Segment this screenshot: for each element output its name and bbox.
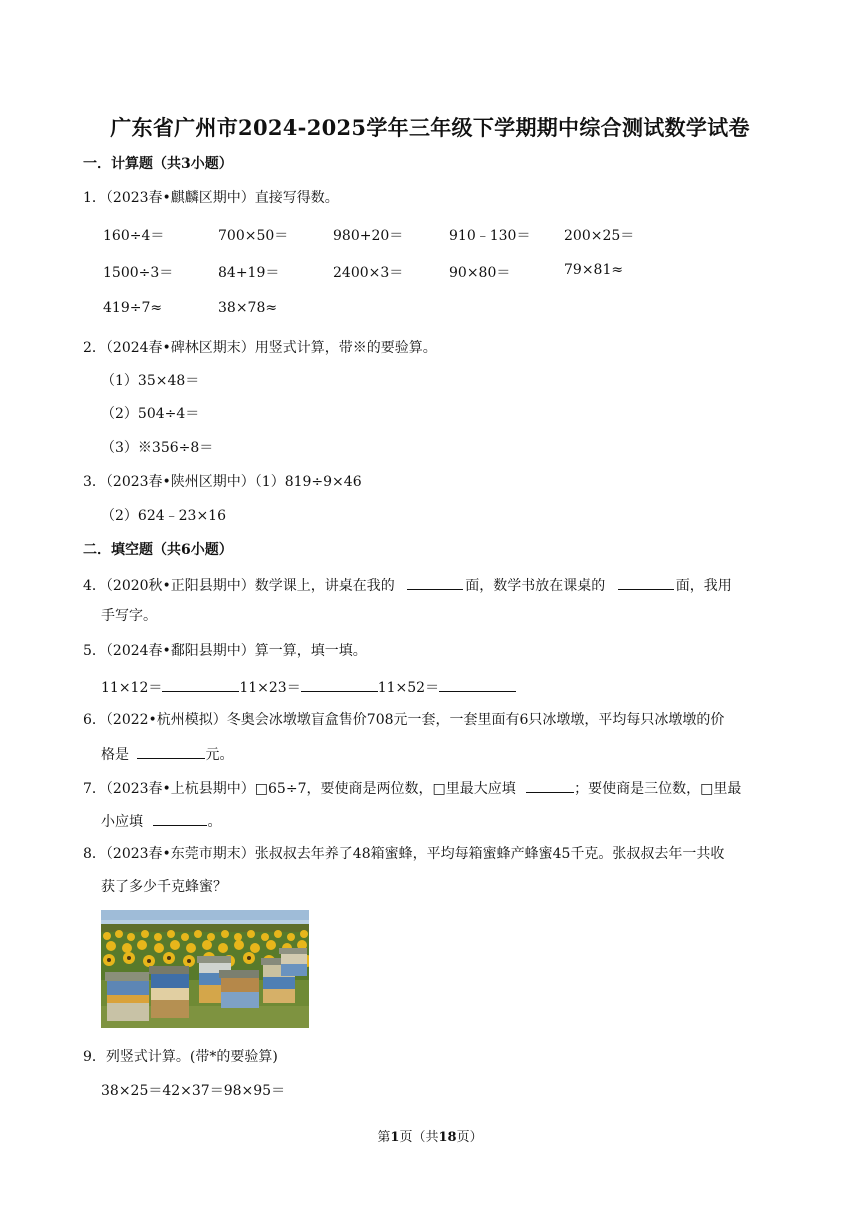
page-footer — [0, 1126, 860, 1145]
question-2-item-2: （2）504÷4＝ — [101, 406, 200, 422]
question-7-line-1 — [83, 777, 741, 799]
question-2-heading: 2．（2024春•碑林区期末）用竖式计算，带※的要验算。 — [83, 340, 437, 356]
answer-blank[interactable] — [526, 777, 574, 793]
answer-blank[interactable] — [618, 574, 674, 590]
question-9-heading: 9．列竖式计算。(带*的要验算) — [83, 1049, 278, 1065]
question-7-text-d: 。 — [207, 814, 222, 830]
question-2-item-1: （1）35×48＝ — [101, 373, 200, 389]
question-5-equations — [101, 676, 516, 698]
math-item: 419÷7≈ — [103, 300, 163, 316]
document-title: 广东省广州市2024-2025学年三年级下学期期中综合测试数学试卷 — [110, 115, 750, 140]
answer-blank[interactable] — [137, 743, 205, 759]
question-2-item-3: （3）※356÷8＝ — [101, 440, 214, 456]
question-6-line-1: 6．（2022•杭州模拟）冬奥会冰墩墩盲盒售价708元一套，一套里面有6只冰墩墩，平均每只冰墩墩的价 — [83, 712, 725, 728]
answer-blank[interactable] — [153, 810, 207, 826]
question-1-row-2 — [0, 262, 860, 282]
question-5-part-1: 11×12＝ — [101, 680, 163, 696]
section-heading-fill-blank: 二．填空题（共6小题） — [83, 542, 233, 558]
question-1-row-1 — [0, 225, 860, 245]
math-item: 160÷4＝ — [103, 228, 165, 244]
answer-blank[interactable] — [407, 574, 463, 590]
question-4-text-c: 面，我用 — [675, 578, 732, 594]
math-item: 79×81≈ — [564, 262, 624, 278]
answer-blank[interactable] — [439, 676, 516, 692]
question-5-part-3: 11×52＝ — [377, 680, 440, 696]
total-page-count: 18 — [438, 1130, 457, 1145]
question-7-text-a: 7．（2023春•上杭县期中）□65÷7，要使商是两位数，□里最大应填 — [83, 781, 516, 797]
math-item: 90×80＝ — [449, 265, 511, 281]
question-8-line-2: 获了多少千克蜂蜜？ — [101, 879, 227, 895]
footer-middle: 页（共 — [399, 1130, 439, 1145]
question-6-line-2 — [101, 743, 233, 765]
question-9-equations: 38×25＝42×37＝98×95＝ — [101, 1083, 286, 1099]
question-1-heading: 1．（2023春•麒麟区期中）直接写得数。 — [83, 190, 339, 206]
math-item: 2400×3＝ — [333, 265, 404, 281]
question-7-text-b: ；要使商是三位数，□里最 — [574, 781, 742, 797]
question-3-heading: 3．（2023春•陕州区期中）（1）819÷9×46 — [83, 474, 362, 490]
beehives-sunflower-photo — [101, 910, 309, 1028]
current-page-number: 1 — [390, 1130, 400, 1145]
question-7-text-c: 小应填 — [101, 814, 143, 830]
question-4-text-a: 4．（2020秋•正阳县期中）数学课上，讲桌在我的 — [83, 578, 395, 594]
math-item: 38×78≈ — [218, 300, 278, 316]
section-heading-calculation: 一．计算题（共3小题） — [83, 156, 233, 172]
question-5-part-2: 11×23＝ — [239, 680, 301, 696]
question-4-text-b: 面，数学书放在课桌的 — [465, 578, 606, 594]
question-7-line-2 — [101, 810, 221, 832]
question-5-heading: 5．（2024春•鄱阳县期中）算一算，填一填。 — [83, 643, 367, 659]
question-6-text-b: 格是 — [101, 747, 129, 763]
math-item: 980+20＝ — [333, 228, 404, 244]
math-item: 700×50＝ — [218, 228, 289, 244]
footer-suffix: 页） — [456, 1130, 483, 1145]
question-3-item-2: （2）624﹣23×16 — [101, 508, 226, 524]
math-item: 200×25＝ — [564, 228, 635, 244]
math-item: 84+19＝ — [218, 265, 280, 281]
footer-prefix: 第 — [377, 1130, 391, 1145]
question-8-line-1: 8．（2023春•东莞市期末）张叔叔去年养了48箱蜜蜂，平均每箱蜜蜂产蜂蜜45千克。张叔叔去年一共收 — [83, 846, 725, 862]
question-4-line-1 — [83, 574, 732, 596]
question-6-text-c: 元。 — [205, 747, 234, 763]
answer-blank[interactable] — [301, 676, 378, 692]
math-item: 910﹣130＝ — [449, 228, 531, 244]
answer-blank[interactable] — [162, 676, 239, 692]
math-item: 1500÷3＝ — [103, 265, 174, 281]
question-4-line-2: 手写字。 — [101, 608, 157, 624]
question-1-row-3 — [0, 300, 860, 320]
